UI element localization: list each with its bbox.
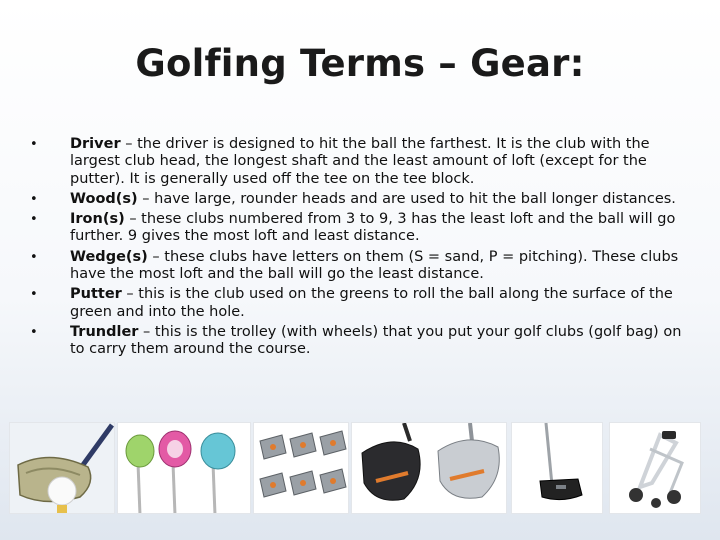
definition-driver: – the driver is designed to hit the ball the farthest. It is the club with the largest club head, the longest shaft and the least amount of loft (except for the putter). It is generally used off the tee on the tee block.: [70, 136, 650, 187]
list-item-woods: [28, 191, 688, 208]
putter-photo-icon: [511, 422, 603, 514]
slide-title: Golfing Terms – Gear:: [135, 42, 585, 85]
gear-image-strip: [9, 422, 709, 514]
bullet-icon: •: [30, 137, 38, 152]
definition-wedges: – these clubs have letters on them (S = sand, P = pitching). These clubs have the most loft and the ball will go the least distance.: [70, 248, 679, 283]
trundler-photo-icon: [609, 422, 701, 514]
bullet-icon: •: [30, 249, 38, 265]
woods-photo-icon: [117, 422, 251, 514]
definition-woods: – have large, rounder heads and are used to hit the ball longer distances.: [137, 190, 676, 207]
driver-photo-icon: [9, 422, 115, 514]
list-item-putter: [28, 286, 688, 321]
irons-photo-icon: [253, 422, 349, 514]
list-item-irons: [28, 211, 688, 246]
term-wedges: Wedge(s): [70, 248, 148, 265]
term-driver: Driver: [70, 136, 121, 152]
bullet-icon: •: [30, 191, 38, 207]
gear-term-list: [28, 136, 688, 362]
term-irons: Iron(s): [70, 211, 125, 228]
list-item-wedges: [28, 249, 688, 284]
term-trundler: Trundler: [70, 323, 139, 340]
wedges-photo-icon: [351, 422, 507, 514]
term-putter: Putter: [70, 286, 122, 303]
bullet-icon: •: [30, 212, 38, 228]
term-woods: Wood(s): [70, 190, 138, 207]
definition-irons: – these clubs numbered from 3 to 9, 3 has the least loft and the ball will go further. 9 gives the most loft and least distance.: [70, 211, 676, 245]
definition-putter: – this is the club used on the greens to roll the ball along the surface of the green and into the hole.: [70, 286, 673, 320]
bullet-icon: •: [30, 287, 38, 303]
bullet-icon: •: [30, 324, 38, 340]
definition-trundler: – this is the trolley (with wheels) that you put your golf clubs (golf bag) on to carry them around the course.: [70, 323, 682, 358]
list-item-trundler: [28, 324, 688, 359]
list-item-driver: [28, 136, 688, 188]
